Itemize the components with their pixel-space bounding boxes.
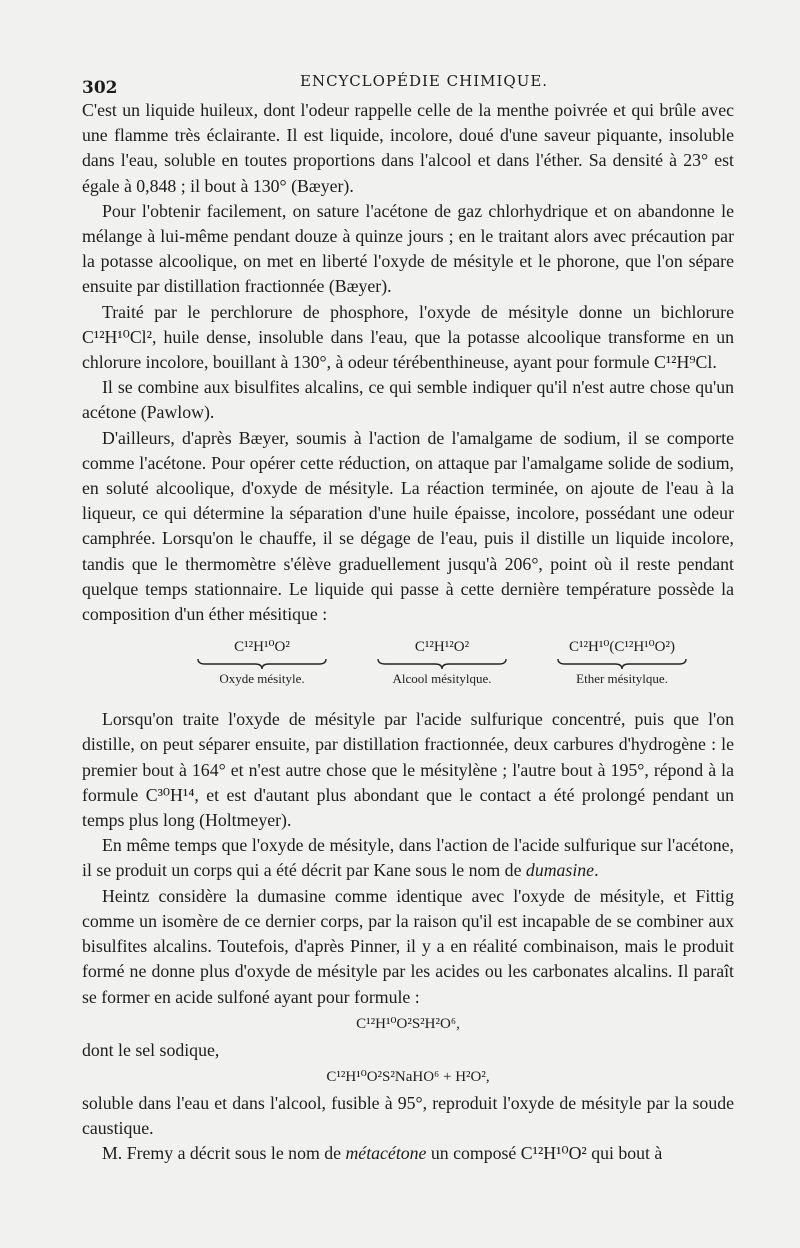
formula: C¹²H¹²O² bbox=[414, 639, 470, 656]
formula-oxyde bbox=[172, 637, 352, 687]
paragraph-fremy bbox=[82, 1141, 734, 1166]
paragraph: Lorsqu'on traite l'oxyde de mésityle par l'acide sulfurique concentré, puis que l'on distille, on peut séparer ensuite, par distillation fractionnée, deux carbures d'hydrogène : le premier bout à 164° et n'est autre chose que le mésitylène ; l'autre bout à 195°, répond à la formule C³⁰H¹⁴, et est d'autant plus abondant que le contact a été prolongé pendant un temps plus long (Holtmeyer). bbox=[82, 709, 734, 831]
brace-icon bbox=[197, 657, 327, 671]
text-run: M. Fremy a décrit sous le nom de bbox=[102, 1143, 346, 1164]
body-text bbox=[82, 98, 734, 1167]
page-number: 302 bbox=[82, 78, 118, 98]
formula: C¹²H¹⁰(C¹²H¹⁰O²) bbox=[568, 639, 675, 656]
paragraph: Traité par le perchlorure de phosphore, l'oxyde de mésityle donne un bichlorure C¹²H¹⁰Cl², huile dense, insoluble dans l'eau, que la potasse alcoolique transforme en un chlorure incolore, bouillant à 130°, à odeur térébenthineuse, ayant pour formule C¹²H⁹Cl. bbox=[82, 301, 734, 373]
text-run: . bbox=[594, 860, 599, 881]
paragraph-dumasine bbox=[82, 833, 734, 883]
formula-ether bbox=[532, 637, 712, 687]
formula-label: Alcool mésitylque. bbox=[392, 671, 492, 687]
paragraph: D'ailleurs, d'après Bæyer, soumis à l'action de l'amalgame de sodium, il se comporte comme l'acétone. Pour opérer cette réduction, on attaque par l'amalgame solide de sodium, en soluté alcoolique, d'oxyde de mésityle. La réaction terminée, on ajoute de l'eau à la liqueur, ce qui détermine la séparation d'une huile épaisse, incolore, possédant une odeur camphrée. Lorsqu'on le chauffe, il se dégage de l'eau, puis il distille un liquide incolore, tandis que le thermomètre s'élève graduellement jusqu'à 206°, point où il reste pendant quelque temps stationnaire. Le liquide qui passe à cette dernière température possède la composition d'un éther mésitique : bbox=[82, 427, 734, 625]
paragraph: soluble dans l'eau et dans l'alcool, fusible à 95°, reproduit l'oxyde de mésityle par la soude caustique. bbox=[82, 1092, 734, 1139]
italic-term: métacétone bbox=[345, 1143, 427, 1164]
italic-term: dumasine bbox=[525, 860, 595, 881]
formula-salt: C¹²H¹⁰O²S²NaHO⁶ + H²O², bbox=[326, 1068, 490, 1085]
paragraph: Pour l'obtenir facilement, on sature l'acétone de gaz chlorhydrique et on abandonne le mélange à lui-même pendant douze à quinze jours ; en le traitant alors avec précaution par la potasse alcoolique, on met en liberté l'oxyde de mésityle et le phorone, que l'on sépare ensuite par distillation fractionnée (Bæyer). bbox=[82, 200, 734, 297]
brace-icon bbox=[377, 657, 507, 671]
formula-label: Oxyde mésityle. bbox=[219, 671, 305, 687]
formula-acid: C¹²H¹⁰O²S²H²O⁶, bbox=[356, 1015, 460, 1032]
text-run: En même temps que l'oxyde de mésityle, dans l'action de l'acide sulfurique sur l'acétone, il se produit un corps qui a été décrit par Kane sous le nom de bbox=[82, 835, 734, 881]
paragraph: Heintz considère la dumasine comme identique avec l'oxyde de mésityle, et Fittig comme un isomère de ce dernier corps, par la raison qu'il est incapable de se combiner aux bisulfites alcalins. Toutefois, d'après Pinner, il y a en réalité combinaison, mais le produit formé ne donne plus d'oxyde de mésityle par les acides ou les carbonates alcalins. Il paraît se former en acide sulfoné ayant pour formule : bbox=[82, 885, 734, 1007]
brace-icon bbox=[557, 657, 687, 671]
paragraph: Il se combine aux bisulfites alcalins, ce qui semble indiquer qu'il n'est autre chose qu'un acétone (Pawlow). bbox=[82, 377, 734, 423]
paragraph: C'est un liquide huileux, dont l'odeur rappelle celle de la menthe poivrée et qui brûle avec une flamme très éclairante. Il est liquide, incolore, doué d'une saveur piquante, insoluble dans l'eau, soluble en toutes proportions dans l'alcool et dans l'éther. Sa densité à 23° est égale à 0,848 ; il bout à 130° (Bæyer). bbox=[82, 100, 734, 196]
paragraph: dont le sel sodique, bbox=[82, 1039, 220, 1060]
formula-alcool bbox=[352, 637, 532, 687]
formula-label: Ether mésitylque. bbox=[576, 671, 668, 687]
running-title: ENCYCLOPÉDIE CHIMIQUE. bbox=[300, 72, 549, 90]
formula-row bbox=[82, 637, 734, 687]
formula: C¹²H¹⁰O² bbox=[234, 639, 290, 656]
text-run: un composé C¹²H¹⁰O² qui bout à bbox=[426, 1143, 663, 1164]
